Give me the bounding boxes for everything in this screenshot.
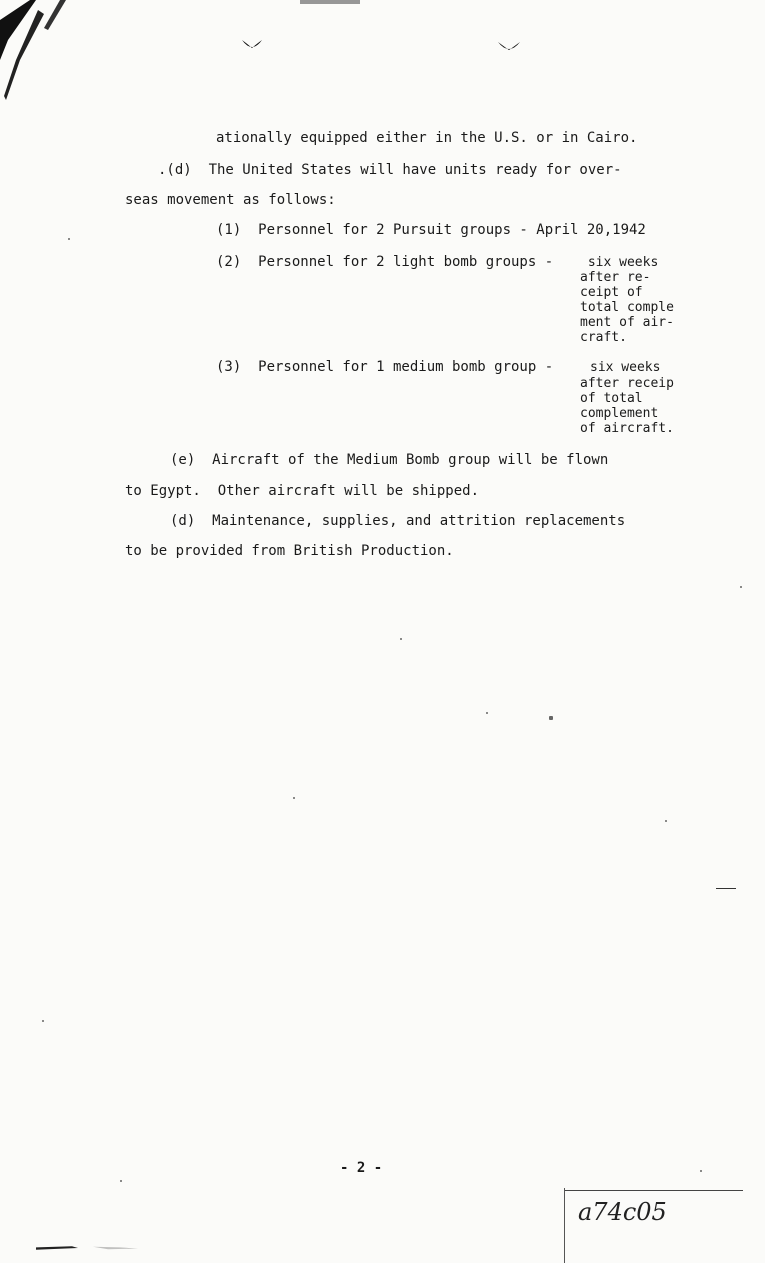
handwritten-reference: a74c05 bbox=[578, 1198, 667, 1226]
list-item-3: (3) Personnel for 1 medium bomb group - bbox=[216, 359, 554, 375]
scan-speck bbox=[549, 716, 553, 720]
list-item-2-note-line-5: ment of air- bbox=[580, 315, 674, 330]
list-item-2-note-line-6: craft. bbox=[580, 330, 627, 345]
paragraph-d-line-2: seas movement as follows: bbox=[125, 192, 336, 208]
scan-speck bbox=[68, 238, 70, 240]
list-item-2-note-line-1: six weeks bbox=[580, 255, 659, 270]
list-item-3-note-line-3: of total bbox=[580, 391, 643, 406]
scan-speck bbox=[740, 586, 742, 588]
list-item-3-note-line-5: of aircraft. bbox=[580, 421, 674, 436]
paragraph-d2-line-1: (d) Maintenance, supplies, and attrition replacements bbox=[170, 513, 626, 529]
list-item-2-note-line-3: ceipt of bbox=[580, 285, 643, 300]
paragraph-d2-line-2: to be provided from British Production. bbox=[125, 543, 454, 559]
corner-fold-mark bbox=[0, 0, 80, 110]
scan-speck bbox=[120, 1180, 122, 1182]
staple-mark-right bbox=[496, 36, 522, 58]
right-edge-mark bbox=[716, 888, 736, 889]
list-item-3-note-line-2: after receip bbox=[580, 376, 674, 391]
bottom-edge-smudge bbox=[0, 1245, 180, 1251]
scan-speck bbox=[293, 797, 295, 799]
list-item-3-note-line-4: complement bbox=[580, 406, 659, 421]
reference-rule-vertical bbox=[564, 1188, 565, 1263]
paragraph-e-line-1: (e) Aircraft of the Medium Bomb group will be flown bbox=[170, 452, 609, 468]
list-item-3-note-line-1: six weeks bbox=[590, 360, 661, 375]
scan-speck bbox=[700, 1170, 702, 1172]
staple-mark-left bbox=[240, 36, 264, 56]
scan-speck bbox=[486, 712, 488, 714]
list-item-2-note-line-4: total comple bbox=[580, 300, 674, 315]
top-edge-smudge bbox=[300, 0, 360, 4]
reference-rule-line bbox=[565, 1190, 743, 1191]
scan-speck bbox=[665, 820, 667, 822]
list-item-1: (1) Personnel for 2 Pursuit groups - April 20,1942 bbox=[216, 222, 646, 238]
paragraph-e-line-2: to Egypt. Other aircraft will be shipped. bbox=[125, 483, 480, 499]
list-item-2: (2) Personnel for 2 light bomb groups - bbox=[216, 254, 554, 270]
scan-speck bbox=[42, 1020, 44, 1022]
list-item-2-note-line-2: after re- bbox=[580, 270, 651, 285]
paragraph-d-line-1: .(d) The United States will have units ready for over- bbox=[158, 162, 622, 178]
scan-speck bbox=[400, 638, 402, 640]
page-number: - 2 - bbox=[340, 1160, 383, 1176]
text-line-1: ationally equipped either in the U.S. or in Cairo. bbox=[216, 130, 638, 146]
